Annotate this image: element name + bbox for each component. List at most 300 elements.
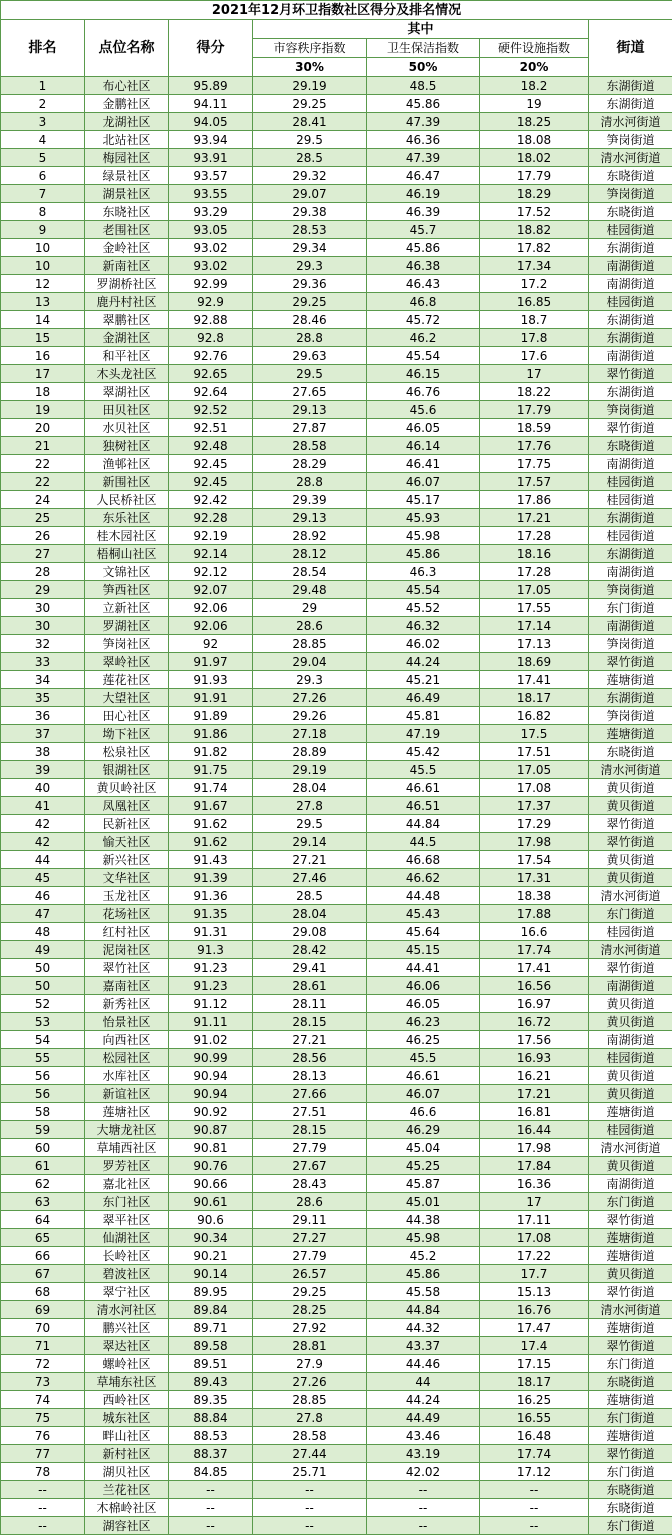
cell-appearance: 29.25 (253, 95, 367, 113)
cell-street: 南湖街道 (589, 257, 672, 275)
cell-cleaning: 46.19 (367, 185, 480, 203)
cell-cleaning: 45.01 (367, 1193, 480, 1211)
cell-appearance: 28.13 (253, 1067, 367, 1085)
cell-name: 梧桐山社区 (85, 545, 169, 563)
cell-facility: 17.74 (480, 941, 589, 959)
cell-appearance: 29.38 (253, 203, 367, 221)
cell-cleaning: 46.06 (367, 977, 480, 995)
cell-name: 北站社区 (85, 131, 169, 149)
cell-street: 桂园街道 (589, 1121, 672, 1139)
table-row (1, 311, 672, 329)
cell-score: 92.06 (169, 599, 253, 617)
table-row (1, 815, 672, 833)
cell-rank: 77 (1, 1445, 85, 1463)
cell-cleaning: 46.15 (367, 365, 480, 383)
cell-name: 草埔西社区 (85, 1139, 169, 1157)
cell-facility: 17.5 (480, 725, 589, 743)
cell-facility: 17.7 (480, 1265, 589, 1283)
cell-rank: 5 (1, 149, 85, 167)
cell-score: 90.94 (169, 1085, 253, 1103)
cell-name: 文华社区 (85, 869, 169, 887)
cell-street: 莲塘街道 (589, 1103, 672, 1121)
cell-facility: 16.55 (480, 1409, 589, 1427)
cell-rank: 46 (1, 887, 85, 905)
cell-cleaning: 46.32 (367, 617, 480, 635)
cell-street: 东湖街道 (589, 311, 672, 329)
cell-street: 笋岗街道 (589, 131, 672, 149)
cell-facility: 18.02 (480, 149, 589, 167)
table-row (1, 527, 672, 545)
cell-street: 清水河街道 (589, 1139, 672, 1157)
cell-rank: 19 (1, 401, 85, 419)
cell-rank: 39 (1, 761, 85, 779)
cell-score: 92.06 (169, 617, 253, 635)
weight-appearance: 30% (253, 58, 367, 77)
cell-facility: 17.98 (480, 1139, 589, 1157)
cell-street: 东晓街道 (589, 1481, 672, 1499)
cell-name: 玉龙社区 (85, 887, 169, 905)
table-row (1, 95, 672, 113)
cell-facility: 18.29 (480, 185, 589, 203)
cell-rank: 63 (1, 1193, 85, 1211)
table-row (1, 347, 672, 365)
cell-score: 94.05 (169, 113, 253, 131)
table-row (1, 221, 672, 239)
cell-score: 84.85 (169, 1463, 253, 1481)
cell-street: 南湖街道 (589, 563, 672, 581)
cell-score: 91.43 (169, 851, 253, 869)
cell-rank: 47 (1, 905, 85, 923)
cell-street: 莲塘街道 (589, 1229, 672, 1247)
cell-cleaning: 44.49 (367, 1409, 480, 1427)
cell-cleaning: 45.2 (367, 1247, 480, 1265)
cell-appearance: 28.6 (253, 1193, 367, 1211)
cell-cleaning: 46.49 (367, 689, 480, 707)
cell-score: 90.76 (169, 1157, 253, 1175)
table-row (1, 599, 672, 617)
table-row (1, 401, 672, 419)
cell-cleaning: 45.6 (367, 401, 480, 419)
cell-appearance: 29.14 (253, 833, 367, 851)
cell-score: 88.53 (169, 1427, 253, 1445)
cell-score: 92.9 (169, 293, 253, 311)
cell-appearance: 27.26 (253, 1373, 367, 1391)
cell-rank: 2 (1, 95, 85, 113)
cell-score: 90.14 (169, 1265, 253, 1283)
cell-appearance: 26.57 (253, 1265, 367, 1283)
cell-appearance: 29.3 (253, 671, 367, 689)
cell-facility: 17.08 (480, 1229, 589, 1247)
cell-rank: 8 (1, 203, 85, 221)
cell-street: 东湖街道 (589, 509, 672, 527)
cell-name: 翠达社区 (85, 1337, 169, 1355)
table-row (1, 725, 672, 743)
cell-facility: 16.56 (480, 977, 589, 995)
cell-rank: 58 (1, 1103, 85, 1121)
cell-facility: 16.21 (480, 1067, 589, 1085)
cell-street: 翠竹街道 (589, 653, 672, 671)
cell-appearance: 28.41 (253, 113, 367, 131)
cell-name: 花场社区 (85, 905, 169, 923)
cell-street: 南湖街道 (589, 455, 672, 473)
table-row (1, 239, 672, 257)
cell-appearance: 28.6 (253, 617, 367, 635)
cell-rank: 4 (1, 131, 85, 149)
cell-appearance: 29.25 (253, 293, 367, 311)
cell-cleaning: 45.54 (367, 347, 480, 365)
cell-facility: 17.2 (480, 275, 589, 293)
table-row (1, 257, 672, 275)
cell-facility: 17.29 (480, 815, 589, 833)
cell-rank: 3 (1, 113, 85, 131)
cell-rank: 70 (1, 1319, 85, 1337)
cell-score: 93.02 (169, 239, 253, 257)
cell-appearance: 28.53 (253, 221, 367, 239)
table-row (1, 1319, 672, 1337)
cell-street: 桂园街道 (589, 923, 672, 941)
cell-score: 91.89 (169, 707, 253, 725)
cell-rank: 42 (1, 815, 85, 833)
table-row (1, 419, 672, 437)
cell-rank: 26 (1, 527, 85, 545)
cell-score: 92 (169, 635, 253, 653)
cell-facility: 17.41 (480, 671, 589, 689)
cell-rank: 7 (1, 185, 85, 203)
cell-facility: 17 (480, 365, 589, 383)
cell-name: 罗湖桥社区 (85, 275, 169, 293)
cell-facility: 17.11 (480, 1211, 589, 1229)
cell-score: 93.57 (169, 167, 253, 185)
cell-cleaning: 45.98 (367, 1229, 480, 1247)
cell-name: 向西社区 (85, 1031, 169, 1049)
cell-street: 黄贝街道 (589, 779, 672, 797)
table-row (1, 1445, 672, 1463)
cell-rank: 65 (1, 1229, 85, 1247)
cell-rank: 48 (1, 923, 85, 941)
table-row (1, 149, 672, 167)
cell-name: 桂木园社区 (85, 527, 169, 545)
cell-name: 金鹏社区 (85, 95, 169, 113)
cell-rank: 36 (1, 707, 85, 725)
header-name: 点位名称 (85, 20, 169, 77)
cell-rank: 50 (1, 977, 85, 995)
cell-cleaning: 46.14 (367, 437, 480, 455)
cell-facility: 18.17 (480, 1373, 589, 1391)
cell-street: 桂园街道 (589, 293, 672, 311)
cell-appearance: 29.63 (253, 347, 367, 365)
table-row (1, 923, 672, 941)
cell-street: 莲塘街道 (589, 1319, 672, 1337)
cell-street: 桂园街道 (589, 221, 672, 239)
cell-score: 93.55 (169, 185, 253, 203)
table-row (1, 1139, 672, 1157)
cell-rank: 69 (1, 1301, 85, 1319)
cell-score: 91.39 (169, 869, 253, 887)
cell-street: 笋岗街道 (589, 581, 672, 599)
cell-name: 独树社区 (85, 437, 169, 455)
cell-cleaning: 46.29 (367, 1121, 480, 1139)
cell-rank: 22 (1, 473, 85, 491)
cell-score: 92.14 (169, 545, 253, 563)
cell-appearance: 27.8 (253, 797, 367, 815)
cell-street: 桂园街道 (589, 527, 672, 545)
cell-street: 黄贝街道 (589, 869, 672, 887)
cell-rank: 73 (1, 1373, 85, 1391)
cell-score: 91.35 (169, 905, 253, 923)
cell-cleaning: 46.41 (367, 455, 480, 473)
cell-rank: 16 (1, 347, 85, 365)
cell-street: 东晓街道 (589, 437, 672, 455)
cell-name: 新秀社区 (85, 995, 169, 1013)
cell-name: 木棉岭社区 (85, 1499, 169, 1517)
cell-score: 90.6 (169, 1211, 253, 1229)
cell-street: 东门街道 (589, 1355, 672, 1373)
cell-rank: 45 (1, 869, 85, 887)
cell-score: 89.84 (169, 1301, 253, 1319)
cell-appearance: 28.42 (253, 941, 367, 959)
cell-street: 清水河街道 (589, 1301, 672, 1319)
cell-street: 翠竹街道 (589, 1283, 672, 1301)
cell-score: 91.3 (169, 941, 253, 959)
cell-score: 92.76 (169, 347, 253, 365)
cell-rank: 59 (1, 1121, 85, 1139)
cell-appearance: 27.8 (253, 1409, 367, 1427)
cell-rank: 21 (1, 437, 85, 455)
cell-rank: 54 (1, 1031, 85, 1049)
cell-appearance: 28.04 (253, 779, 367, 797)
cell-appearance: -- (253, 1517, 367, 1535)
cell-facility: 17.34 (480, 257, 589, 275)
cell-name: 畔山社区 (85, 1427, 169, 1445)
cell-appearance: 27.65 (253, 383, 367, 401)
cell-name: 东门社区 (85, 1193, 169, 1211)
table-row (1, 779, 672, 797)
cell-appearance: 28.89 (253, 743, 367, 761)
cell-score: 91.75 (169, 761, 253, 779)
cell-cleaning: 45.25 (367, 1157, 480, 1175)
cell-appearance: 27.26 (253, 689, 367, 707)
cell-name: 嘉南社区 (85, 977, 169, 995)
cell-facility: 17.84 (480, 1157, 589, 1175)
cell-street: 东湖街道 (589, 77, 672, 95)
cell-street: 翠竹街道 (589, 365, 672, 383)
cell-name: 笋岗社区 (85, 635, 169, 653)
cell-score: 88.84 (169, 1409, 253, 1427)
cell-rank: 55 (1, 1049, 85, 1067)
cell-cleaning: 45.42 (367, 743, 480, 761)
cell-name: 莲花社区 (85, 671, 169, 689)
cell-name: 和平社区 (85, 347, 169, 365)
cell-name: 清水河社区 (85, 1301, 169, 1319)
cell-score: 92.51 (169, 419, 253, 437)
cell-street: 黄贝街道 (589, 1067, 672, 1085)
cell-score: 93.94 (169, 131, 253, 149)
cell-appearance: -- (253, 1481, 367, 1499)
cell-street: 南湖街道 (589, 275, 672, 293)
cell-facility: 18.82 (480, 221, 589, 239)
cell-rank: 38 (1, 743, 85, 761)
cell-cleaning: 44.48 (367, 887, 480, 905)
table-row (1, 1427, 672, 1445)
cell-cleaning: 44.84 (367, 815, 480, 833)
cell-score: 94.11 (169, 95, 253, 113)
cell-score: 92.45 (169, 473, 253, 491)
cell-street: 黄贝街道 (589, 1013, 672, 1031)
cell-cleaning: 47.19 (367, 725, 480, 743)
cell-cleaning: 44.5 (367, 833, 480, 851)
table-row (1, 1517, 672, 1535)
cell-name: 黄贝岭社区 (85, 779, 169, 797)
cell-facility: 17.28 (480, 563, 589, 581)
cell-rank: 29 (1, 581, 85, 599)
cell-name: 立新社区 (85, 599, 169, 617)
cell-appearance: 28.54 (253, 563, 367, 581)
cell-cleaning: 46.36 (367, 131, 480, 149)
cell-facility: 16.44 (480, 1121, 589, 1139)
cell-appearance: 27.87 (253, 419, 367, 437)
cell-facility: 17.74 (480, 1445, 589, 1463)
cell-appearance: 29.11 (253, 1211, 367, 1229)
cell-rank: -- (1, 1517, 85, 1535)
cell-cleaning: 46.51 (367, 797, 480, 815)
cell-cleaning: 46.25 (367, 1031, 480, 1049)
table-row (1, 635, 672, 653)
cell-cleaning: 45.15 (367, 941, 480, 959)
cell-rank: 44 (1, 851, 85, 869)
cell-appearance: 28.85 (253, 635, 367, 653)
cell-street: 清水河街道 (589, 149, 672, 167)
table-row (1, 1175, 672, 1193)
cell-rank: 75 (1, 1409, 85, 1427)
cell-street: 笋岗街道 (589, 401, 672, 419)
cell-facility: 17.52 (480, 203, 589, 221)
cell-rank: 42 (1, 833, 85, 851)
cell-cleaning: 48.5 (367, 77, 480, 95)
cell-name: 梅园社区 (85, 149, 169, 167)
cell-score: 93.29 (169, 203, 253, 221)
cell-name: 长岭社区 (85, 1247, 169, 1265)
table-row (1, 563, 672, 581)
cell-appearance: 27.51 (253, 1103, 367, 1121)
cell-rank: 49 (1, 941, 85, 959)
cell-score: 92.28 (169, 509, 253, 527)
cell-cleaning: 45.87 (367, 1175, 480, 1193)
cell-street: 翠竹街道 (589, 1337, 672, 1355)
cell-rank: 6 (1, 167, 85, 185)
cell-name: 翠宁社区 (85, 1283, 169, 1301)
cell-facility: 17.82 (480, 239, 589, 257)
cell-appearance: 28.58 (253, 437, 367, 455)
table-row (1, 653, 672, 671)
cell-facility: 17.31 (480, 869, 589, 887)
table-row (1, 1085, 672, 1103)
cell-cleaning: 45.21 (367, 671, 480, 689)
cell-score: 90.94 (169, 1067, 253, 1085)
cell-appearance: 27.21 (253, 1031, 367, 1049)
cell-appearance: 27.66 (253, 1085, 367, 1103)
cell-street: 东晓街道 (589, 1499, 672, 1517)
cell-rank: 17 (1, 365, 85, 383)
cell-facility: 17 (480, 1193, 589, 1211)
cell-cleaning: 44.32 (367, 1319, 480, 1337)
cell-street: 东门街道 (589, 599, 672, 617)
table-row (1, 293, 672, 311)
cell-facility: 16.36 (480, 1175, 589, 1193)
cell-rank: 76 (1, 1427, 85, 1445)
cell-street: 东门街道 (589, 1517, 672, 1535)
table-row (1, 689, 672, 707)
cell-street: 东门街道 (589, 1193, 672, 1211)
table-row (1, 1247, 672, 1265)
cell-name: 金湖社区 (85, 329, 169, 347)
cell-score: 92.07 (169, 581, 253, 599)
cell-cleaning: 45.72 (367, 311, 480, 329)
table-row (1, 1391, 672, 1409)
cell-appearance: 29.08 (253, 923, 367, 941)
cell-name: 水贝社区 (85, 419, 169, 437)
cell-score: 89.43 (169, 1373, 253, 1391)
cell-cleaning: -- (367, 1481, 480, 1499)
cell-rank: 64 (1, 1211, 85, 1229)
cell-appearance: 27.92 (253, 1319, 367, 1337)
cell-rank: -- (1, 1481, 85, 1499)
table-row (1, 437, 672, 455)
cell-appearance: 28.92 (253, 527, 367, 545)
cell-street: 东晓街道 (589, 1373, 672, 1391)
cell-rank: 62 (1, 1175, 85, 1193)
cell-appearance: 28.15 (253, 1121, 367, 1139)
table-row (1, 1211, 672, 1229)
cell-street: 翠竹街道 (589, 833, 672, 851)
cell-score: 90.34 (169, 1229, 253, 1247)
cell-rank: 30 (1, 617, 85, 635)
cell-name: 新围社区 (85, 473, 169, 491)
cell-facility: 16.85 (480, 293, 589, 311)
cell-name: 金岭社区 (85, 239, 169, 257)
cell-street: 笋岗街道 (589, 185, 672, 203)
cell-name: 湖贝社区 (85, 1463, 169, 1481)
cell-facility: -- (480, 1499, 589, 1517)
cell-facility: 17.56 (480, 1031, 589, 1049)
cell-appearance: 29.34 (253, 239, 367, 257)
cell-score: 90.92 (169, 1103, 253, 1121)
cell-appearance: 28.8 (253, 473, 367, 491)
cell-rank: 27 (1, 545, 85, 563)
cell-facility: 17.86 (480, 491, 589, 509)
cell-facility: 17.79 (480, 167, 589, 185)
cell-name: 翠湖社区 (85, 383, 169, 401)
cell-name: 东乐社区 (85, 509, 169, 527)
cell-facility: -- (480, 1517, 589, 1535)
cell-name: 翠鹏社区 (85, 311, 169, 329)
cell-appearance: 27.18 (253, 725, 367, 743)
table-row (1, 1229, 672, 1247)
cell-appearance: 29.36 (253, 275, 367, 293)
cell-score: 91.31 (169, 923, 253, 941)
cell-score: 91.67 (169, 797, 253, 815)
cell-appearance: 28.61 (253, 977, 367, 995)
cell-appearance: 27.79 (253, 1247, 367, 1265)
cell-score: 95.89 (169, 77, 253, 95)
cell-rank: 71 (1, 1337, 85, 1355)
cell-rank: 41 (1, 797, 85, 815)
cell-score: 89.58 (169, 1337, 253, 1355)
table-row (1, 977, 672, 995)
cell-street: 南湖街道 (589, 1031, 672, 1049)
cell-score: 89.51 (169, 1355, 253, 1373)
cell-facility: 15.13 (480, 1283, 589, 1301)
cell-facility: 17.37 (480, 797, 589, 815)
